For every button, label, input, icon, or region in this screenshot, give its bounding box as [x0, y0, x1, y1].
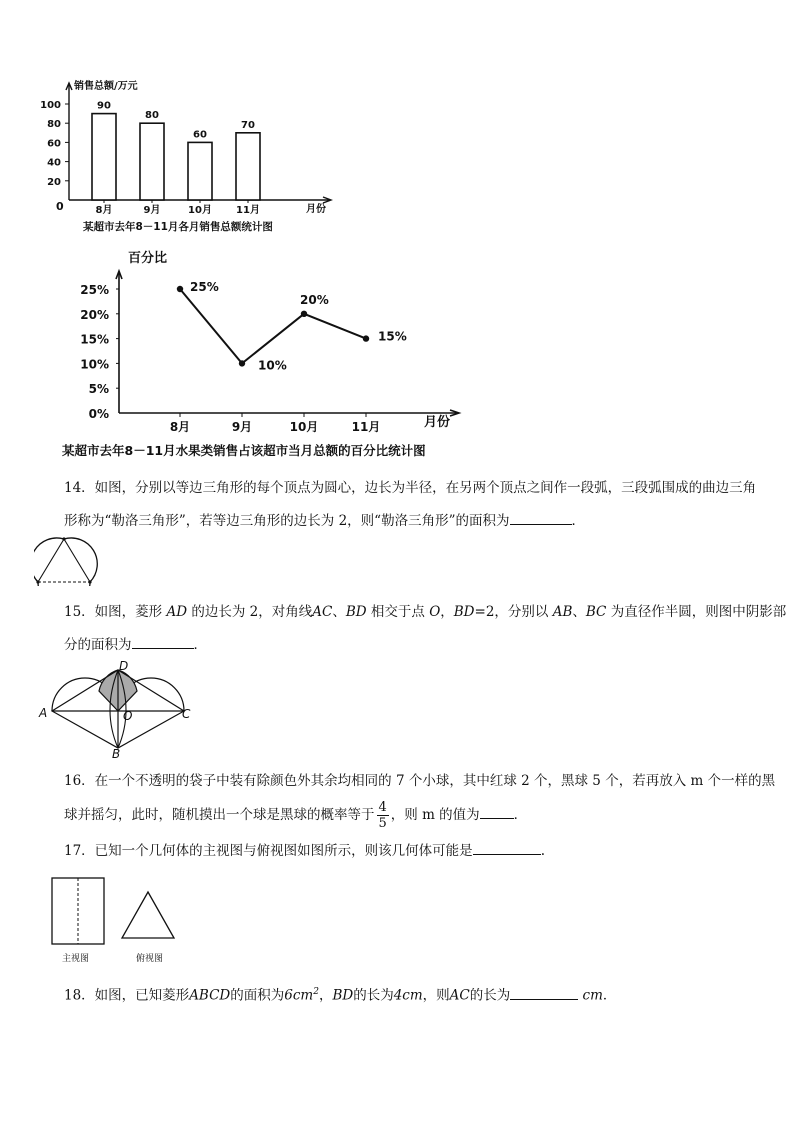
- q15-ad: AD: [166, 604, 188, 620]
- q15-ab: AB: [552, 604, 573, 620]
- line-data-point: [239, 360, 245, 366]
- line-value-label: 25%: [190, 280, 219, 294]
- line-y-tick-label: 20%: [80, 307, 109, 322]
- q15-line2-text: 分的面积为: [64, 637, 132, 653]
- bar: [188, 142, 212, 200]
- line-data-point: [301, 311, 307, 317]
- q18-t5: ，则: [422, 987, 450, 1004]
- q15-end: ．: [193, 637, 207, 653]
- line-value-label: 15%: [378, 329, 407, 344]
- q16-num: 4: [378, 800, 387, 815]
- q18-answer-blank[interactable]: [510, 998, 578, 1000]
- q15-sep1: 、: [332, 604, 346, 620]
- q17-end: .: [540, 843, 545, 859]
- bar-category-label: 10月: [188, 205, 212, 216]
- q18-bdlen: 4cm: [393, 987, 423, 1004]
- q15-t2: 的边长为 2，对角线: [191, 604, 313, 620]
- q17-answer-blank[interactable]: [473, 853, 541, 855]
- fraction-4-5: [377, 800, 389, 831]
- bar-y-tick-label: 40: [47, 157, 61, 169]
- label-c: C: [182, 707, 191, 721]
- bar-y-tick-label: 100: [40, 100, 61, 111]
- bar-origin-label: 0: [56, 200, 64, 213]
- q15-ac: AC: [312, 604, 333, 620]
- line-chart-caption: 某超市去年8－11月水果类销售占该超市当月总额的百分比统计图: [62, 443, 426, 458]
- q15-bdeq: BD: [453, 604, 475, 620]
- line-y-tick-label: 0%: [88, 407, 109, 421]
- q15-t3: 相交于点: [370, 604, 425, 620]
- q18-t3: ，: [318, 987, 333, 1004]
- q15-bc: BC: [585, 604, 607, 620]
- line-category-label: 10月: [289, 420, 319, 434]
- line-series: [180, 289, 366, 363]
- q18-unit: cm: [582, 987, 603, 1004]
- q16-t2: ，则 m 的值为: [390, 807, 480, 823]
- q15-sep2: 、: [572, 604, 586, 620]
- label-o: O: [123, 709, 133, 723]
- q18-bd: BD: [332, 987, 354, 1004]
- q18-area: 6cm: [284, 987, 314, 1004]
- q18-t1: 18．如图，已知菱形: [64, 987, 190, 1004]
- q15-t6: 为直径作半圆，则图中阴影部: [610, 604, 787, 620]
- q17-text: 17．已知一个几何体的主视图与俯视图如图所示，则该几何体可能是: [64, 843, 473, 859]
- q15-t5: =2，分别以: [474, 604, 549, 620]
- line-y-tick-label: 15%: [80, 332, 109, 347]
- bar-chart: [0, 0, 794, 240]
- bar-category-label: 8月: [95, 205, 113, 216]
- q18-sup: 2: [313, 987, 319, 997]
- q14-line1: 14．如图，分别以等边三角形的每个顶点为圆心，边长为半径，在另两个顶点之间作一段弧，三段弧围成的曲边三角: [64, 480, 757, 496]
- question-16: [64, 764, 775, 832]
- q15-answer-blank[interactable]: [132, 647, 194, 649]
- front-view-label: 主视图: [62, 954, 90, 964]
- q16-end: ．: [513, 807, 528, 823]
- line-category-label: 9月: [231, 420, 253, 434]
- label-d: D: [119, 659, 129, 673]
- line-x-axis-label: 月份: [424, 415, 451, 430]
- line-value-label: 20%: [300, 292, 329, 307]
- q16-answer-blank[interactable]: [480, 817, 514, 819]
- bar: [92, 114, 116, 200]
- bar-chart-caption: 某超市去年8－11月各月销售总额统计图: [83, 221, 273, 233]
- q16-line2: [64, 798, 775, 832]
- bar-category-label: 11月: [236, 205, 260, 216]
- bar-x-axis-label: 月份: [306, 204, 326, 215]
- rhombus-semicircles-figure: [34, 656, 204, 762]
- bar-y-tick-label: 20: [47, 176, 61, 188]
- q18-t4: 的长为: [353, 987, 394, 1004]
- bar-y-tick-label: 60: [47, 138, 61, 150]
- line-data-point: [363, 335, 369, 341]
- question-17: [64, 835, 545, 868]
- top-view-triangle: [122, 892, 174, 938]
- bar: [236, 133, 260, 200]
- top-view-label: 俯视图: [136, 954, 164, 964]
- q15-line1: [64, 596, 786, 629]
- bar-y-axis-label: 销售总额/万元: [74, 81, 138, 92]
- reuleaux-triangle-figure: [34, 536, 98, 586]
- line-value-label: 10%: [258, 358, 287, 373]
- question-18: [64, 976, 616, 1013]
- q18-ac: AC: [449, 987, 470, 1004]
- question-15: [64, 596, 786, 662]
- bar: [140, 123, 164, 200]
- line-category-label: 8月: [169, 420, 191, 434]
- line-y-tick-label: 25%: [80, 283, 109, 297]
- q18-end: ．: [602, 987, 617, 1004]
- line-y-axis-label: 百分比: [128, 251, 168, 266]
- bar-value-label: 60: [193, 129, 207, 141]
- bar-value-label: 90: [97, 100, 111, 112]
- q14-answer-blank[interactable]: [510, 523, 572, 525]
- line-y-tick-label: 10%: [80, 357, 109, 372]
- q18-t2: 的面积为: [230, 987, 285, 1004]
- line-category-label: 11月: [351, 420, 381, 434]
- bar-value-label: 70: [241, 119, 255, 131]
- label-b: B: [112, 747, 121, 761]
- question-14: [64, 472, 756, 538]
- q16-t1: 球并摇匀，此时，随机摸出一个球是黑球的概率等于: [64, 807, 375, 823]
- q18-abcd: ABCD: [189, 987, 231, 1004]
- line-data-point: [177, 286, 183, 292]
- q16-den: 5: [378, 816, 387, 831]
- q14-line2-text: 形称为“勒洛三角形”，若等边三角形的边长为 2，则“勒洛三角形”的面积为: [64, 513, 510, 529]
- label-a: A: [39, 706, 48, 720]
- bar-category-label: 9月: [143, 205, 161, 216]
- q15-o: O: [429, 604, 441, 620]
- line-y-tick-label: 5%: [88, 382, 109, 397]
- q14-end: ．: [571, 513, 585, 529]
- bar-value-label: 80: [145, 110, 159, 122]
- three-view-figure: [44, 874, 194, 968]
- q15-t1: 15．如图，菱形: [64, 604, 163, 620]
- bar-y-tick-label: 80: [47, 119, 61, 131]
- q16-line1: 16．在一个不透明的袋子中装有除颜色外其余均相同的 7 个小球，其中红球 2 个，黑球 5 个，若再放入 m 个一样的黑: [64, 773, 776, 789]
- q18-t6: 的长为: [469, 987, 511, 1004]
- line-chart: [0, 240, 794, 440]
- q15-t4: ，: [440, 604, 454, 620]
- q15-bd: BD: [345, 604, 367, 620]
- q14-line2: [64, 505, 756, 538]
